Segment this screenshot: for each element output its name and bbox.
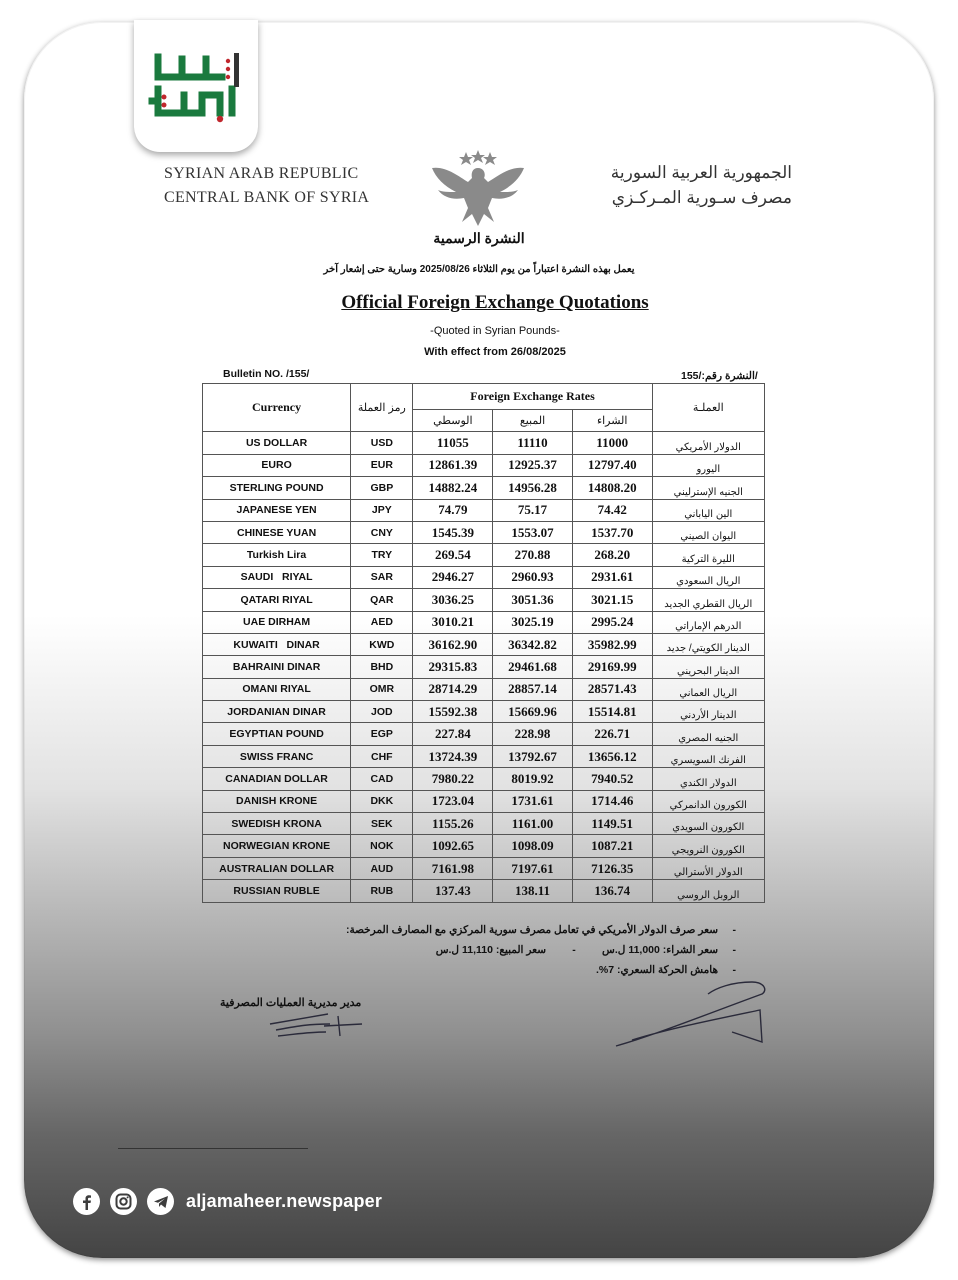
table-row — [203, 499, 765, 521]
buy-rate: 2995.24 — [572, 611, 652, 633]
header-ar-republic: الجمهورية العربية السورية — [610, 163, 792, 182]
sell-rate: 15669.96 — [493, 701, 573, 723]
currency-name-ar: الدولار الأسترالي — [652, 857, 764, 879]
currency-code: KWD — [351, 633, 413, 655]
instagram-icon[interactable] — [110, 1188, 137, 1215]
mid-rate: 3010.21 — [413, 611, 493, 633]
note-usd-rate: سعر صرف الدولار الأمريكي في تعامل مصرف سورية المركزي مع المصارف المرخصة: — [345, 924, 718, 936]
currency-name-ar: الدينار الأردني — [652, 701, 764, 723]
bulletin-number-ar: النشرة رقم:/155/ — [681, 370, 758, 382]
table-row — [203, 521, 765, 543]
currency-code: BHD — [351, 656, 413, 678]
social-footer — [73, 1188, 382, 1215]
header-sell: المبيع — [493, 410, 573, 432]
buy-rate: 29169.99 — [572, 656, 652, 678]
currency-code: TRY — [351, 544, 413, 566]
effective-date: With effect from 26/08/2025 — [424, 346, 566, 358]
currency-name: SWISS FRANC — [203, 745, 351, 767]
currency-name: CHINESE YUAN — [203, 521, 351, 543]
currency-name: UAE DIRHAM — [203, 611, 351, 633]
facebook-icon[interactable] — [73, 1188, 100, 1215]
buy-rate: 35982.99 — [572, 633, 652, 655]
sell-rate: 12925.37 — [493, 454, 573, 476]
sell-rate: 13792.67 — [493, 745, 573, 767]
table-row — [203, 768, 765, 790]
mid-rate: 3036.25 — [413, 589, 493, 611]
mid-rate: 269.54 — [413, 544, 493, 566]
table-row — [203, 857, 765, 879]
sell-rate: 1161.00 — [493, 813, 573, 835]
aljamaheer-logo-icon — [144, 49, 248, 123]
buy-rate: 28571.43 — [572, 678, 652, 700]
currency-code: AED — [351, 611, 413, 633]
quoted-in-note: -Quoted in Syrian Pounds- — [430, 325, 560, 337]
table-row — [203, 566, 765, 588]
table-row — [203, 678, 765, 700]
currency-name: KUWAITI DINAR — [203, 633, 351, 655]
note-sell-rate: سعر المبيع: 11,110 ل.س — [435, 944, 547, 956]
table-row — [203, 745, 765, 767]
mid-rate: 15592.38 — [413, 701, 493, 723]
telegram-icon[interactable] — [147, 1188, 174, 1215]
signature-label: مدير مديرية العمليات المصرفية — [220, 997, 362, 1009]
buy-rate: 3021.15 — [572, 589, 652, 611]
buy-rate: 268.20 — [572, 544, 652, 566]
table-row — [203, 656, 765, 678]
currency-name-ar: الدينار البحريني — [652, 656, 764, 678]
mid-rate: 1092.65 — [413, 835, 493, 857]
currency-name: OMANI RIYAL — [203, 678, 351, 700]
title-arabic: النشرة الرسمية — [433, 230, 525, 246]
footer-rule — [118, 1148, 308, 1149]
sell-rate: 11110 — [493, 432, 573, 454]
currency-name-ar: اليورو — [652, 454, 764, 476]
table-row — [203, 589, 765, 611]
currency-name-ar: الين الياباني — [652, 499, 764, 521]
mid-rate: 13724.39 — [413, 745, 493, 767]
bulletin-number-en: Bulletin NO. /155/ — [223, 368, 310, 380]
currency-name: AUSTRALIAN DOLLAR — [203, 857, 351, 879]
currency-name-ar: اليوان الصيني — [652, 521, 764, 543]
currency-name-ar: الدرهم الإماراتي — [652, 611, 764, 633]
sell-rate: 36342.82 — [493, 633, 573, 655]
sell-rate: 2960.93 — [493, 566, 573, 588]
sell-rate: 14956.28 — [493, 477, 573, 499]
currency-code: SEK — [351, 813, 413, 835]
buy-rate: 1149.51 — [572, 813, 652, 835]
sell-rate: 3051.36 — [493, 589, 573, 611]
currency-code: CHF — [351, 745, 413, 767]
currency-name-ar: الريال القطري الجديد — [652, 589, 764, 611]
currency-code: EGP — [351, 723, 413, 745]
sell-rate: 1553.07 — [493, 521, 573, 543]
currency-name: Turkish Lira — [203, 544, 351, 566]
header-buy: الشراء — [572, 410, 652, 432]
sell-rate: 28857.14 — [493, 678, 573, 700]
currency-name-ar: الكورون الدانمركي — [652, 790, 764, 812]
mid-rate: 7980.22 — [413, 768, 493, 790]
mid-rate: 29315.83 — [413, 656, 493, 678]
currency-name-ar: الجنيه المصري — [652, 723, 764, 745]
buy-rate: 7940.52 — [572, 768, 652, 790]
bullet: - — [572, 944, 576, 956]
header-code-ar: رمز العملة — [351, 384, 413, 432]
currency-name: EURO — [203, 454, 351, 476]
rates-body — [203, 432, 765, 902]
table-row — [203, 701, 765, 723]
sell-rate: 8019.92 — [493, 768, 573, 790]
mid-rate: 12861.39 — [413, 454, 493, 476]
sell-rate: 228.98 — [493, 723, 573, 745]
sell-rate: 138.11 — [493, 880, 573, 902]
buy-rate: 13656.12 — [572, 745, 652, 767]
table-row — [203, 723, 765, 745]
currency-code: AUD — [351, 857, 413, 879]
currency-code: QAR — [351, 589, 413, 611]
table-row — [203, 813, 765, 835]
currency-name: CANADIAN DOLLAR — [203, 768, 351, 790]
currency-code: SAR — [351, 566, 413, 588]
currency-name-ar: الكورون السويدي — [652, 813, 764, 835]
currency-name-ar: الليرة التركية — [652, 544, 764, 566]
table-row — [203, 880, 765, 902]
buy-rate: 15514.81 — [572, 701, 652, 723]
mid-rate: 1723.04 — [413, 790, 493, 812]
currency-name: BAHRAINI DINAR — [203, 656, 351, 678]
subtitle-arabic: يعمل بهذه النشرة اعتباراً من يوم الثلاثاء 2025/08/26 وسارية حتى إشعار آخر — [323, 264, 635, 275]
table-row — [203, 835, 765, 857]
currency-name-ar: الدولار الكندي — [652, 768, 764, 790]
table-row — [203, 633, 765, 655]
currency-code: JOD — [351, 701, 413, 723]
buy-rate: 11000 — [572, 432, 652, 454]
sell-rate: 7197.61 — [493, 857, 573, 879]
sell-rate: 270.88 — [493, 544, 573, 566]
sell-rate: 3025.19 — [493, 611, 573, 633]
header-mid: الوسطي — [413, 410, 493, 432]
mid-rate: 1155.26 — [413, 813, 493, 835]
currency-name: SWEDISH KRONA — [203, 813, 351, 835]
mid-rate: 36162.90 — [413, 633, 493, 655]
currency-name-ar: الكورون النرويجي — [652, 835, 764, 857]
bullet: - — [732, 924, 736, 936]
currency-name-ar: الريال العماني — [652, 678, 764, 700]
header-currency: Currency — [203, 384, 351, 432]
buy-rate: 12797.40 — [572, 454, 652, 476]
currency-name: US DOLLAR — [203, 432, 351, 454]
social-handle[interactable]: aljamaheer.newspaper — [186, 1191, 383, 1211]
buy-rate: 226.71 — [572, 723, 652, 745]
currency-code: USD — [351, 432, 413, 454]
currency-name-ar: الدولار الأمريكي — [652, 432, 764, 454]
mid-rate: 7161.98 — [413, 857, 493, 879]
header-en-bank: CENTRAL BANK OF SYRIA — [164, 189, 370, 206]
buy-rate: 1714.46 — [572, 790, 652, 812]
sell-rate: 1731.61 — [493, 790, 573, 812]
note-buy-rate: سعر الشراء: 11,000 ل.س — [602, 944, 718, 956]
signature-right-icon — [612, 976, 772, 1048]
currency-code: JPY — [351, 499, 413, 521]
currency-code: RUB — [351, 880, 413, 902]
currency-name: NORWEGIAN KRONE — [203, 835, 351, 857]
mid-rate: 227.84 — [413, 723, 493, 745]
currency-code: EUR — [351, 454, 413, 476]
brand-logo — [134, 20, 258, 152]
currency-name: JAPANESE YEN — [203, 499, 351, 521]
buy-rate: 14808.20 — [572, 477, 652, 499]
table-row — [203, 432, 765, 454]
mid-rate: 74.79 — [413, 499, 493, 521]
mid-rate: 137.43 — [413, 880, 493, 902]
header-en-republic: SYRIAN ARAB REPUBLIC — [164, 165, 359, 182]
mid-rate: 28714.29 — [413, 678, 493, 700]
header-arabic — [611, 160, 792, 210]
table-row — [203, 477, 765, 499]
currency-code: DKK — [351, 790, 413, 812]
currency-code: GBP — [351, 477, 413, 499]
buy-rate: 1087.21 — [572, 835, 652, 857]
exchange-rates-table — [202, 383, 765, 903]
currency-name-ar: الجنيه الإسترليني — [652, 477, 764, 499]
currency-name-ar: الفرنك السويسري — [652, 745, 764, 767]
bullet: - — [732, 964, 736, 976]
currency-name: EGYPTIAN POUND — [203, 723, 351, 745]
header-ar-bank: مصرف سـورية المـركـزي — [611, 188, 792, 207]
mid-rate: 11055 — [413, 432, 493, 454]
currency-name: RUSSIAN RUBLE — [203, 880, 351, 902]
currency-name: STERLING POUND — [203, 477, 351, 499]
currency-name-ar: الدينار الكويتي/ جديد — [652, 633, 764, 655]
table-row — [203, 790, 765, 812]
table-row — [203, 454, 765, 476]
buy-rate: 74.42 — [572, 499, 652, 521]
buy-rate: 136.74 — [572, 880, 652, 902]
currency-name: SAUDI RIYAL — [203, 566, 351, 588]
header-english — [164, 162, 369, 210]
currency-code: CNY — [351, 521, 413, 543]
title-english: Official Foreign Exchange Quotations — [341, 292, 649, 313]
usd-notes — [346, 920, 736, 980]
currency-name-ar: الريال السعودي — [652, 566, 764, 588]
note-margin: هامش الحركة السعري: 7%. — [596, 964, 718, 976]
buy-rate: 7126.35 — [572, 857, 652, 879]
header-currency-ar: العملـة — [652, 384, 764, 432]
currency-name: QATARI RIYAL — [203, 589, 351, 611]
mid-rate: 2946.27 — [413, 566, 493, 588]
buy-rate: 1537.70 — [572, 521, 652, 543]
mid-rate: 1545.39 — [413, 521, 493, 543]
signature-left-icon — [268, 1010, 368, 1040]
sell-rate: 29461.68 — [493, 656, 573, 678]
currency-name: JORDANIAN DINAR — [203, 701, 351, 723]
mid-rate: 14882.24 — [413, 477, 493, 499]
eagle-emblem-icon — [428, 148, 528, 228]
buy-rate: 2931.61 — [572, 566, 652, 588]
currency-code: CAD — [351, 768, 413, 790]
currency-code: NOK — [351, 835, 413, 857]
header-rates: Foreign Exchange Rates — [413, 384, 652, 410]
currency-name: DANISH KRONE — [203, 790, 351, 812]
table-row — [203, 611, 765, 633]
currency-code: OMR — [351, 678, 413, 700]
sell-rate: 1098.09 — [493, 835, 573, 857]
sell-rate: 75.17 — [493, 499, 573, 521]
bullet: - — [732, 944, 736, 956]
currency-name-ar: الروبل الروسي — [652, 880, 764, 902]
table-row — [203, 544, 765, 566]
